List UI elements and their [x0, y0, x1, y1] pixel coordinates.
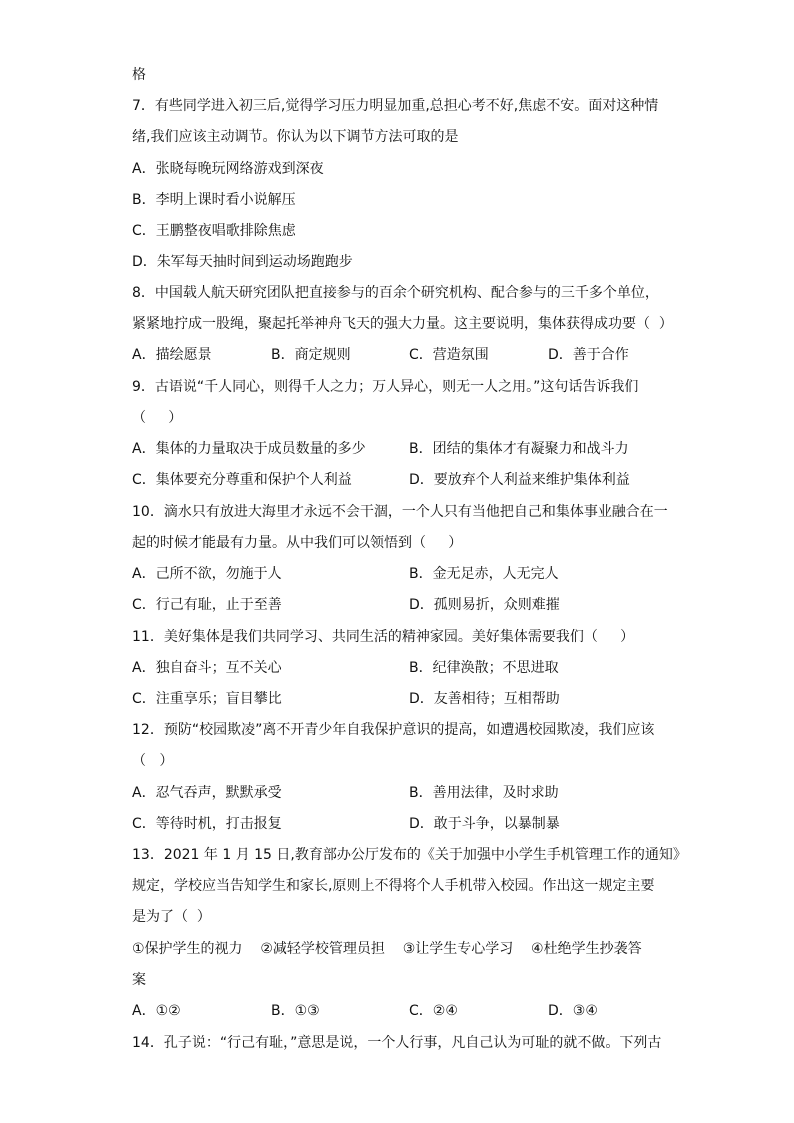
- question-8-line-2: 紧紧地拧成一股绳，聚起托举神舟飞天的强大力量。这主要说明，集体获得成功要（ ）: [132, 316, 673, 332]
- question-13-option-a: A．①②: [132, 1003, 181, 1019]
- question-9-option-b: B．团结的集体才有凝聚力和战斗力: [409, 441, 629, 457]
- question-13-choices: ①保护学生的视力 ②减轻学校管理员担 ③让学生专心学习 ④杜绝学生抄袭答: [132, 941, 642, 957]
- question-12-option-d: D．敢于斗争，以暴制暴: [409, 816, 560, 832]
- question-13-option-b: B．①③: [271, 1003, 320, 1019]
- question-7-option-d: D．朱军每天抽时间到运动场跑跑步: [132, 254, 353, 270]
- question-9-line-2: （ ）: [132, 410, 183, 426]
- question-13-option-d: D．③④: [548, 1003, 598, 1019]
- question-10-option-c: C．行己有耻，止于至善: [132, 597, 282, 613]
- question-10-option-d: D．孤则易折，众则难摧: [409, 597, 560, 613]
- question-12-option-a: A．忍气吞声，默默承受: [132, 785, 282, 801]
- question-9-option-a: A．集体的力量取决于成员数量的多少: [132, 441, 366, 457]
- question-12-line-1: 12．预防“校园欺凌”离不开青少年自我保护意识的提高，如遭遇校园欺凌，我们应该: [132, 722, 655, 738]
- continued-text: 格: [132, 67, 146, 83]
- question-13-line-3: 是为了（ ）: [132, 909, 211, 925]
- question-7-option-b: B．李明上课时看小说解压: [132, 192, 296, 208]
- question-12-option-b: B．善用法律，及时求助: [409, 785, 559, 801]
- question-10-option-b: B．金无足赤，人无完人: [409, 566, 559, 582]
- question-11-option-c: C．注重享乐；盲目攀比: [132, 691, 282, 707]
- question-11-line-1: 11．美好集体是我们共同学习、共同生活的精神家园。美好集体需要我们（ ）: [132, 629, 635, 645]
- question-7-option-c: C．王鹏整夜唱歌排除焦虑: [132, 223, 296, 239]
- question-8-option-d: D．善于合作: [548, 347, 629, 363]
- question-8-line-1: 8．中国载人航天研究团队把直接参与的百余个研究机构、配合参与的三千多个单位，: [132, 285, 659, 301]
- question-13-line-1: 13．2021 年 1 月 15 日,教育部办公厅发布的《关于加强中小学生手机管理工作的通知》: [132, 847, 687, 863]
- question-9-option-d: D．要放弃个人利益来维护集体利益: [409, 472, 630, 488]
- question-10-option-a: A．己所不欲，勿施于人: [132, 566, 282, 582]
- question-7-option-a: A．张晓每晚玩网络游戏到深夜: [132, 161, 324, 177]
- question-14-line-1: 14．孔子说：“行己有耻，”意思是说，一个人行事，凡自己认为可耻的就不做。下列古: [132, 1035, 662, 1051]
- question-8-option-a: A．描绘愿景: [132, 347, 212, 363]
- question-9-line-1: 9．古语说“千人同心，则得千人之力；万人异心，则无一人之用。”这句话告诉我们: [132, 379, 639, 395]
- question-12-line-2: （ ）: [132, 753, 174, 769]
- question-8-option-c: C．营造氛围: [409, 347, 489, 363]
- question-12-option-c: C．等待时机，打击报复: [132, 816, 282, 832]
- question-10-line-2: 起的时候才能最有力量。从中我们可以领悟到（ ）: [132, 535, 463, 551]
- question-7-line-1: 7．有些同学进入初三后,觉得学习压力明显加重,总担心考不好,焦虑不安。面对这种情: [132, 98, 659, 114]
- question-13-line-2: 规定，学校应当告知学生和家长,原则上不得将个人手机带入校园。作出这一规定主要: [132, 878, 655, 894]
- question-11-option-d: D．友善相待；互相帮助: [409, 691, 560, 707]
- question-9-option-c: C．集体要充分尊重和保护个人利益: [132, 472, 352, 488]
- question-10-line-1: 10．滴水只有放进大海里才永远不会干涸，一个人只有当他把自己和集体事业融合在一: [132, 504, 668, 520]
- question-13-option-c: C．②④: [409, 1003, 458, 1019]
- question-11-option-a: A．独自奋斗；互不关心: [132, 660, 282, 676]
- question-13-choices-cont: 案: [132, 972, 146, 988]
- question-8-option-b: B．商定规则: [271, 347, 351, 363]
- question-7-line-2: 绪,我们应该主动调节。你认为以下调节方法可取的是: [132, 129, 459, 145]
- question-11-option-b: B．纪律涣散；不思进取: [409, 660, 559, 676]
